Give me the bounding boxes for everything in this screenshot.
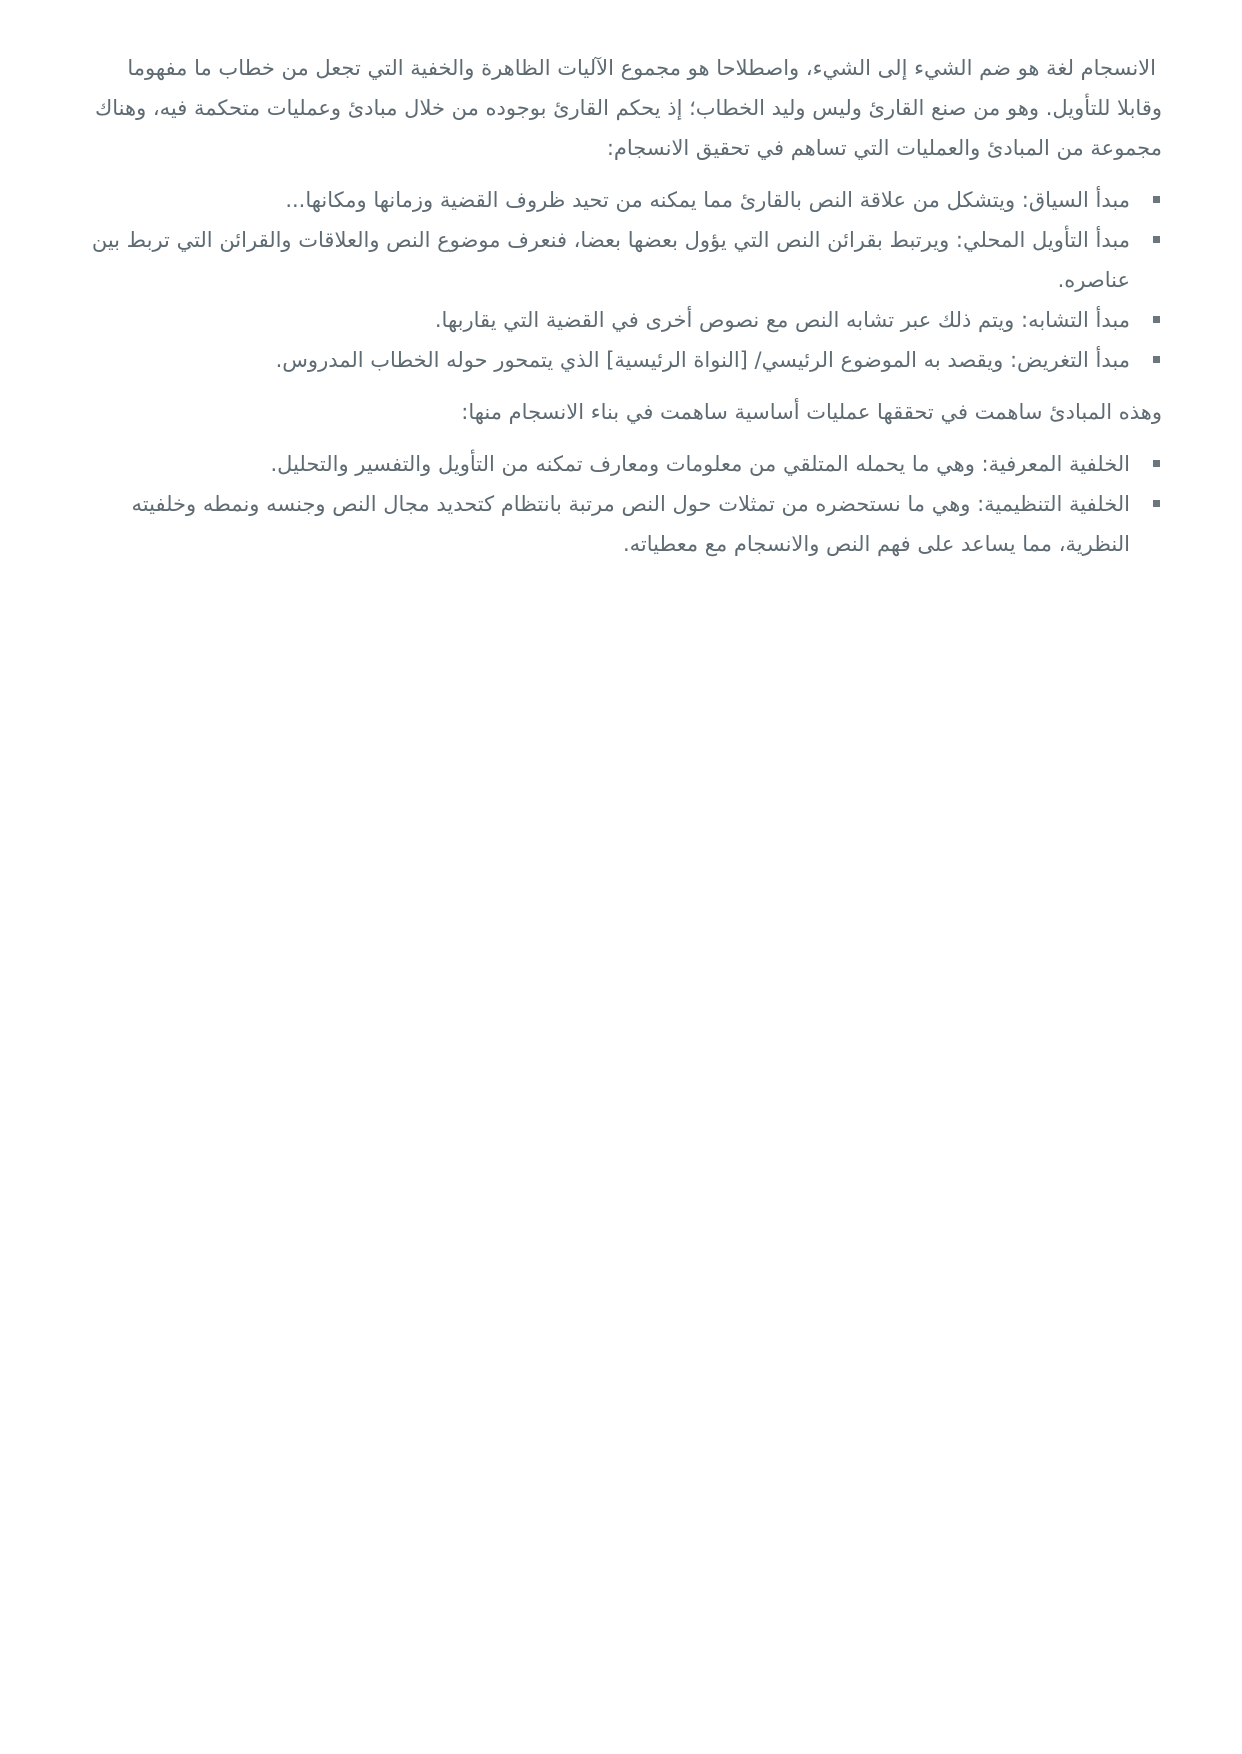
list-item-process-organizational-background — [80, 484, 1130, 564]
processes-list — [80, 444, 1162, 564]
list-item-principle-topicalization — [80, 340, 1130, 380]
processes-intro-paragraph: وهذه المبادئ ساهمت في تحققها عمليات أساسية ساهمت في بناء الانسجام منها: — [461, 400, 1162, 424]
principles-list — [80, 180, 1162, 380]
list-item-text: مبدأ التأويل المحلي: ويرتبط بقرائن النص التي يؤول بعضها بعضا، فنعرف موضوع النص والعلاقات والقرائن التي تربط بين عناصره. — [91, 228, 1130, 292]
square-bullet-icon — [1153, 500, 1160, 507]
list-item-principle-local-interpretation — [80, 220, 1130, 300]
list-item-text: مبدأ التغريض: ويقصد به الموضوع الرئيسي/ [النواة الرئيسية] الذي يتمحور حوله الخطاب المدروس. — [275, 348, 1130, 372]
list-item-process-knowledge-background — [80, 444, 1130, 484]
document-page — [80, 48, 1162, 564]
square-bullet-icon — [1153, 316, 1160, 323]
square-bullet-icon — [1153, 356, 1160, 363]
square-bullet-icon — [1153, 196, 1160, 203]
spacer — [80, 380, 1162, 392]
square-bullet-icon — [1153, 236, 1160, 243]
list-item-principle-context — [80, 180, 1130, 220]
list-item-text: مبدأ السياق: ويتشكل من علاقة النص بالقارئ مما يمكنه من تحيد ظروف القضية وزمانها ومكانها... — [285, 188, 1130, 212]
list-item-text: مبدأ التشابه: ويتم ذلك عبر تشابه النص مع نصوص أخرى في القضية التي يقاربها. — [434, 308, 1130, 332]
square-bullet-icon — [1153, 460, 1160, 467]
list-item-text: الخلفية المعرفية: وهي ما يحمله المتلقي من معلومات ومعارف تمكنه من التأويل والتفسير والتحليل. — [270, 452, 1130, 476]
list-item-text: الخلفية التنظيمية: وهي ما نستحضره من تمثلات حول النص مرتبة بانتظام كتحديد مجال النص وجنسه ونمطه وخلفيته النظرية، مما يساعد على فهم النص والانسجام مع معطياته. — [131, 492, 1130, 556]
list-item-principle-similarity — [80, 300, 1130, 340]
intro-paragraph: الانسجام لغة هو ضم الشيء إلى الشيء، واصطلاحا هو مجموع الآليات الظاهرة والخفية التي تجعل من خطاب ما مفهوما وقابلا للتأويل. وهو من صنع القارئ وليس وليد الخطاب؛ إذ يحكم القارئ بوجوده من خلال مبادئ وعمليات متحكمة فيه، وهناك مجموعة من المبادئ والعمليات التي تساهم في تحقيق الانسجام: — [94, 56, 1162, 160]
